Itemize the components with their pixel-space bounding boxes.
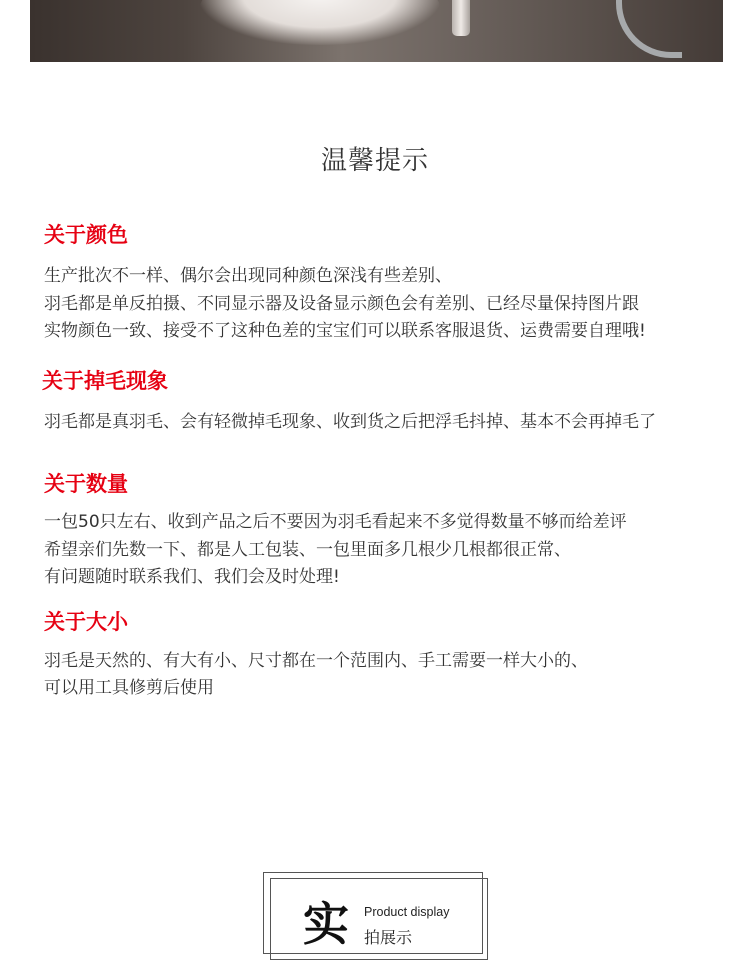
- badge-chinese-label: 拍展示: [364, 928, 413, 947]
- badge-character: 实: [303, 897, 349, 951]
- section-size-line: 可以用工具修剪后使用: [44, 678, 214, 698]
- section-heading-quantity: 关于数量: [44, 472, 128, 496]
- badge-english-label: Product display: [364, 905, 450, 919]
- product-photo: [30, 0, 723, 62]
- section-color-line: 生产批次不一样、偶尔会出现同种颜色深浅有些差别、: [44, 266, 452, 286]
- section-quantity-line: 一包50只左右、收到产品之后不要因为羽毛看起来不多觉得数量不够而给差评: [44, 512, 627, 532]
- section-quantity-line: 希望亲们先数一下、都是人工包装、一包里面多几根少几根都很正常、: [44, 540, 571, 560]
- section-color-line: 羽毛都是单反拍摄、不同显示器及设备显示颜色会有差别、已经尽量保持图片跟: [44, 294, 639, 314]
- section-heading-color: 关于颜色: [44, 223, 128, 247]
- section-heading-shedding: 关于掉毛现象: [42, 369, 168, 393]
- section-quantity-line: 有问题随时联系我们、我们会及时处理!: [44, 567, 340, 587]
- cable-shape: [616, 0, 682, 58]
- feather-shape: [200, 0, 440, 45]
- section-shedding-line: 羽毛都是真羽毛、会有轻微掉毛现象、收到货之后把浮毛抖掉、基本不会再掉毛了: [44, 412, 656, 432]
- section-color-line: 实物颜色一致、接受不了这种色差的宝宝们可以联系客服退货、运费需要自理哦!: [44, 321, 646, 341]
- section-heading-size: 关于大小: [44, 610, 128, 634]
- tube-shape: [452, 0, 470, 36]
- page-title: 温馨提示: [320, 146, 429, 176]
- section-size-line: 羽毛是天然的、有大有小、尺寸都在一个范围内、手工需要一样大小的、: [44, 651, 588, 671]
